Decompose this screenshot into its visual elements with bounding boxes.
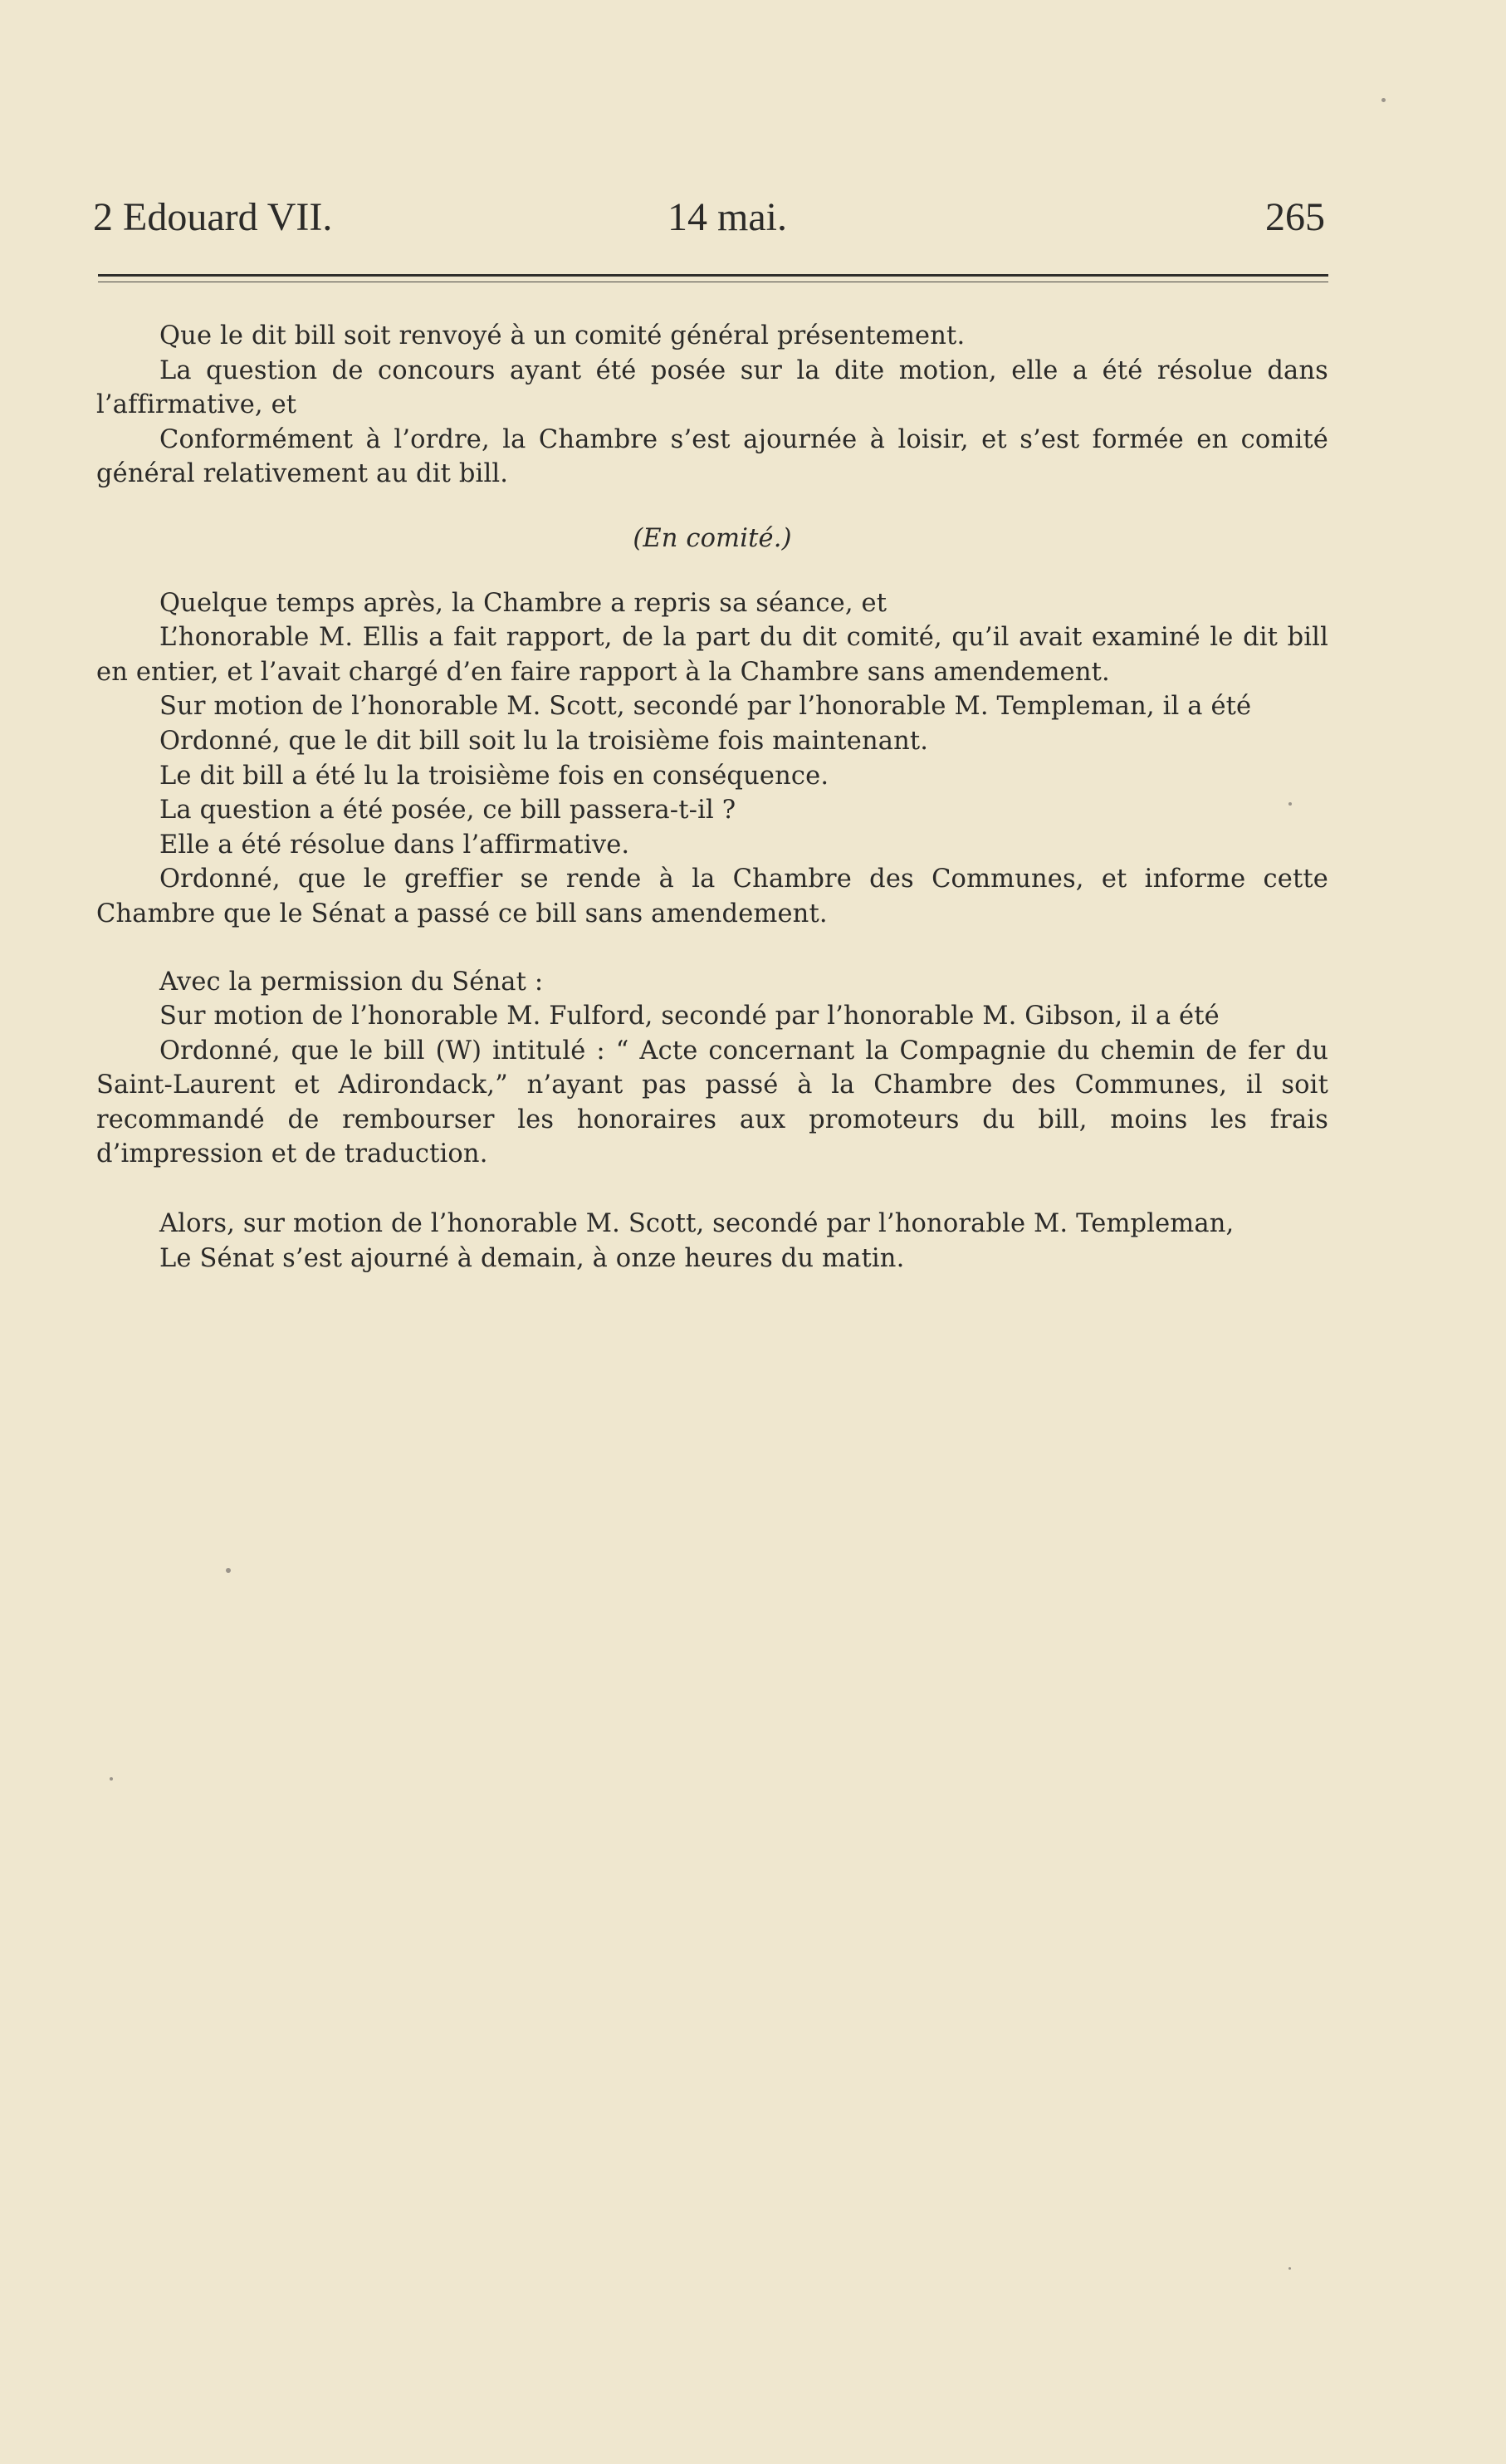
header-page-number: 265 [1265,195,1325,239]
paragraph: La question de concours ayant été posée sur la dite motion, elle a été résolue dans l’affirmative, et [96,355,1328,420]
paper-speck [1288,2267,1291,2270]
paragraph: Sur motion de l’honorable M. Scott, secondé par l’honorable M. Templeman, il a été [159,692,1252,722]
paragraph: Ordonné, que le greffier se rende à la Chambre des Communes, et informe cette Chambre que le Sénat a passé ce bill sans amendement. [96,865,1328,928]
header-date: 14 mai. [667,195,787,239]
paragraph: Conformément à l’ordre, la Chambre s’est ajournée à loisir, et s’est formée en comité général relativement au dit bill. [96,424,1328,489]
paragraph: Ordonné, que le dit bill soit lu la troisième fois maintenant. [159,726,929,756]
paper-speck [1288,802,1292,806]
paper-speck [110,1777,113,1781]
header-regnal-year: 2 Edouard VII. [93,195,333,239]
paragraph: Ordonné, que le bill (W) intitulé : “ Acte concernant la Compagnie du chemin de fer du Saint-Laurent et Adirondack,” n’ayant pas passé à la Chambre des Communes, il soit recommandé de rembourser les honoraires aux promoteurs du bill, moins les frais d’impression et de traduction. [96,1036,1328,1169]
paper-speck [226,1568,231,1573]
paragraph: Le Sénat s’est ajourné à demain, à onze heures du matin. [159,1243,905,1273]
paragraph: L’honorable M. Ellis a fait rapport, de la part du dit comité, qu’il avait examiné le dit bill en entier, et l’avait chargé d’en faire rapport à la Chambre sans amendement. [96,623,1328,687]
paragraph: Que le dit bill soit renvoyé à un comité général présentement. [159,321,966,350]
paragraph: Quelque temps après, la Chambre a repris sa séance, et [159,588,887,618]
page-header [93,193,1325,242]
paragraph: Alors, sur motion de l’honorable M. Scott, secondé par l’honorable M. Templeman, [159,1209,1235,1239]
paragraph: Elle a été résolue dans l’affirmative. [159,830,630,860]
paragraph: Avec la permission du Sénat : [159,967,544,997]
header-rule [98,274,1328,282]
section-heading: (En comité.) [633,523,792,553]
paragraph: Sur motion de l’honorable M. Fulford, secondé par l’honorable M. Gibson, il a été [159,1002,1220,1031]
paragraph: Le dit bill a été lu la troisième fois en conséquence. [159,761,829,791]
document-body [96,319,1328,1276]
paper-speck [1381,98,1386,102]
paragraph: La question a été posée, ce bill passera-t-il ? [159,796,736,825]
